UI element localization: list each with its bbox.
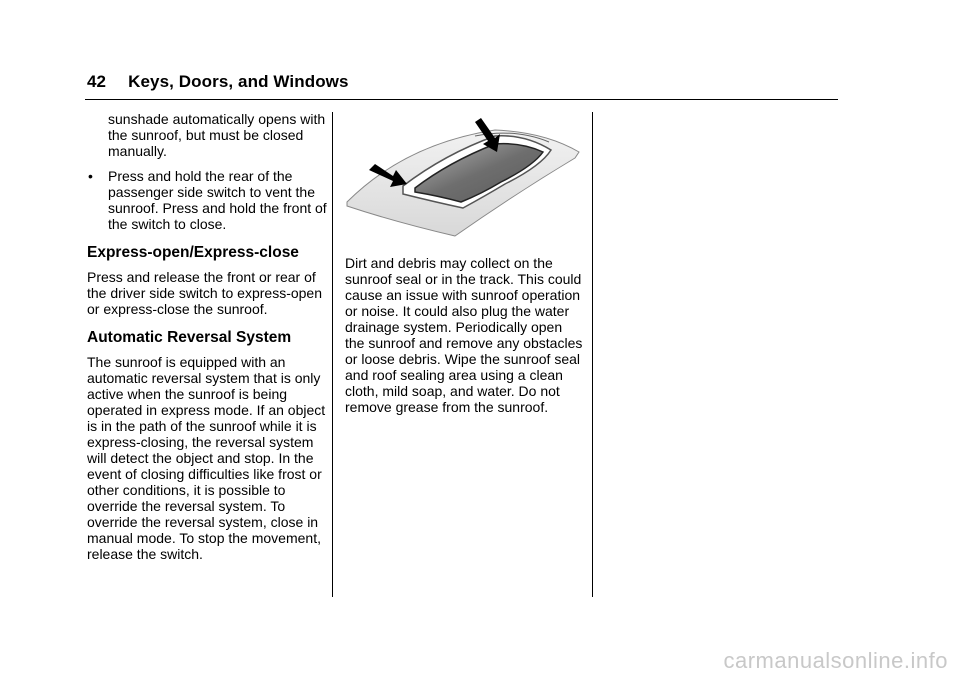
header-rule [85, 99, 838, 100]
right-column [345, 255, 585, 415]
bullet-marker: • [88, 168, 93, 184]
express-paragraph: Press and release the front or rear of the driver side switch to express-open or express-close the sunroof. [87, 269, 322, 317]
column-divider-left [332, 112, 333, 597]
page-number: 42 [87, 72, 107, 91]
section-title: Keys, Doors, and Windows [128, 72, 349, 91]
reversal-paragraph: The sunroof is equipped with an automatic reversal system that is only active when the sunroof is being operated in express mode. If an object is in the path of the sunroof while it is express-closing, the reversal system will detect the object and stop. In the event of closing difficulties like frost or other conditions, it is possible to override the reversal system. To override the reversal system, close in manual mode. To stop the movement, release the switch. [87, 354, 326, 562]
dirt-paragraph: Dirt and debris may collect on the sunroof seal or in the track. This could cause an issue with sunroof operation or noise. It could also plug the water drainage system. Periodically open the sunroof and remove any obstacles or loose debris. Wipe the sunroof seal and roof sealing area using a clean cloth, mild soap, and water. Do not remove grease from the sunroof. [345, 255, 583, 415]
column-divider-right [592, 112, 593, 597]
reversal-heading: Automatic Reversal System [87, 329, 292, 346]
vent-bullet [87, 168, 327, 232]
sunshade-paragraph: sunshade automatically opens with the sunroof, but must be closed manually. [108, 111, 326, 159]
watermark: carmanualsonline.info [723, 648, 948, 673]
vent-bullet-text: Press and hold the rear of the passenger side switch to vent the sunroof. Press and hold the front of the switch to close. [108, 168, 327, 232]
page-header [87, 72, 349, 92]
sunroof-illustration [345, 114, 581, 239]
left-column [87, 111, 327, 562]
express-heading: Express-open/Express-close [87, 244, 299, 261]
